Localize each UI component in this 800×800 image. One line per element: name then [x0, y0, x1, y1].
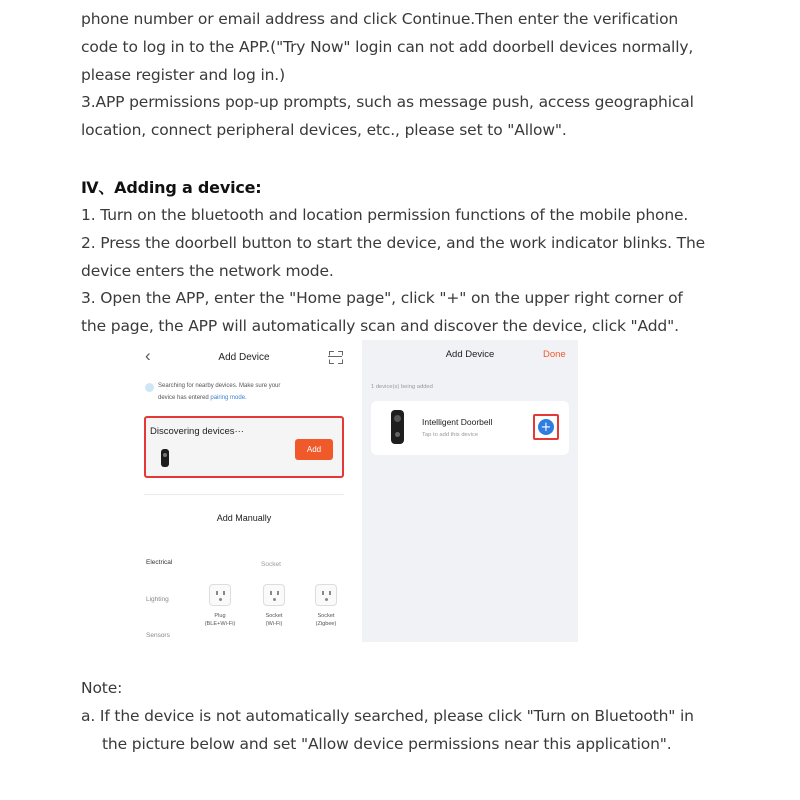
- screen-title: Add Device: [218, 352, 270, 363]
- intro-line: phone number or email address and click Continue.Then enter the verification: [81, 10, 679, 28]
- plug-icon: [209, 584, 231, 606]
- intro-line: location, connect peripheral devices, etc., please set to "Allow".: [81, 121, 567, 140]
- note-line: the picture below and set "Allow device permissions near this application".: [102, 734, 672, 753]
- device-hint: Tap to add this device: [422, 432, 479, 438]
- intro-line: 3.APP permissions pop-up prompts, such as message push, access geographical: [81, 93, 694, 112]
- add-manually-heading: Add Manually: [216, 513, 272, 523]
- socket-icon: [263, 584, 285, 606]
- section-heading: Ⅳ、Adding a device:: [81, 178, 262, 197]
- device-tile-socket-zigbee[interactable]: [303, 584, 349, 628]
- category-lighting[interactable]: Lighting: [146, 596, 169, 603]
- screenshot-add-device-search: [139, 340, 354, 644]
- device-tile-plug[interactable]: [197, 584, 243, 628]
- step-line: 3. Open the APP, enter the "Home page", click "+" on the upper right corner of: [81, 289, 683, 308]
- socket-icon: [315, 584, 337, 606]
- step-line: 2. Press the doorbell button to start the device, and the work indicator blinks. The: [81, 233, 706, 252]
- device-name: Intelligent Doorbell: [422, 417, 493, 427]
- add-button[interactable]: Add: [295, 439, 333, 460]
- step-line: 1. Turn on the bluetooth and location permission functions of the mobile phone.: [81, 206, 689, 224]
- tile-label: Socket (Zigbee): [315, 613, 337, 627]
- tile-label: Plug (BLE+Wi-Fi): [204, 613, 236, 627]
- intro-text: [81, 6, 701, 145]
- socket-header: Socket: [261, 561, 281, 568]
- searching-text-2: device has entered pairing mode.: [158, 395, 247, 401]
- bluetooth-icon: [145, 383, 154, 392]
- note-section: [81, 675, 701, 758]
- category-sensors[interactable]: Sensors: [146, 632, 170, 639]
- screenshot-device-found: [362, 340, 578, 642]
- pairing-mode-link[interactable]: pairing mode.: [210, 395, 247, 401]
- step-line: the page, the APP will automatically scan and discover the device, click "Add".: [81, 317, 679, 336]
- screen-title: Add Device: [445, 349, 495, 360]
- category-electrical[interactable]: Electrical: [146, 559, 173, 566]
- note-line: a. If the device is not automatically searched, please click "Turn on Bluetooth" in: [81, 706, 694, 725]
- device-tile-socket-wifi[interactable]: [251, 584, 297, 628]
- back-arrow-icon[interactable]: ‹: [145, 346, 151, 365]
- intro-line: please register and log in.): [81, 65, 285, 84]
- add-device-plus-button[interactable]: +: [538, 419, 554, 435]
- divider: [144, 494, 344, 495]
- tile-label: Socket (Wi-Fi): [265, 613, 283, 627]
- searching-notice: [145, 380, 335, 404]
- devices-being-added-count: 1 device(s) being added: [371, 384, 433, 390]
- scan-icon-line: [328, 356, 342, 357]
- note-title: Note:: [81, 679, 123, 697]
- done-button[interactable]: Done: [543, 349, 566, 360]
- section-adding-device: [81, 174, 706, 341]
- doorbell-device-icon: [161, 449, 169, 467]
- discovering-label: Discovering devices···: [150, 426, 244, 437]
- intro-line: code to log in to the APP.("Try Now" login can not add doorbell devices normally,: [81, 37, 694, 56]
- doorbell-icon: [391, 410, 404, 444]
- step-line: device enters the network mode.: [81, 261, 334, 280]
- searching-text: Searching for nearby devices. Make sure your: [158, 383, 281, 389]
